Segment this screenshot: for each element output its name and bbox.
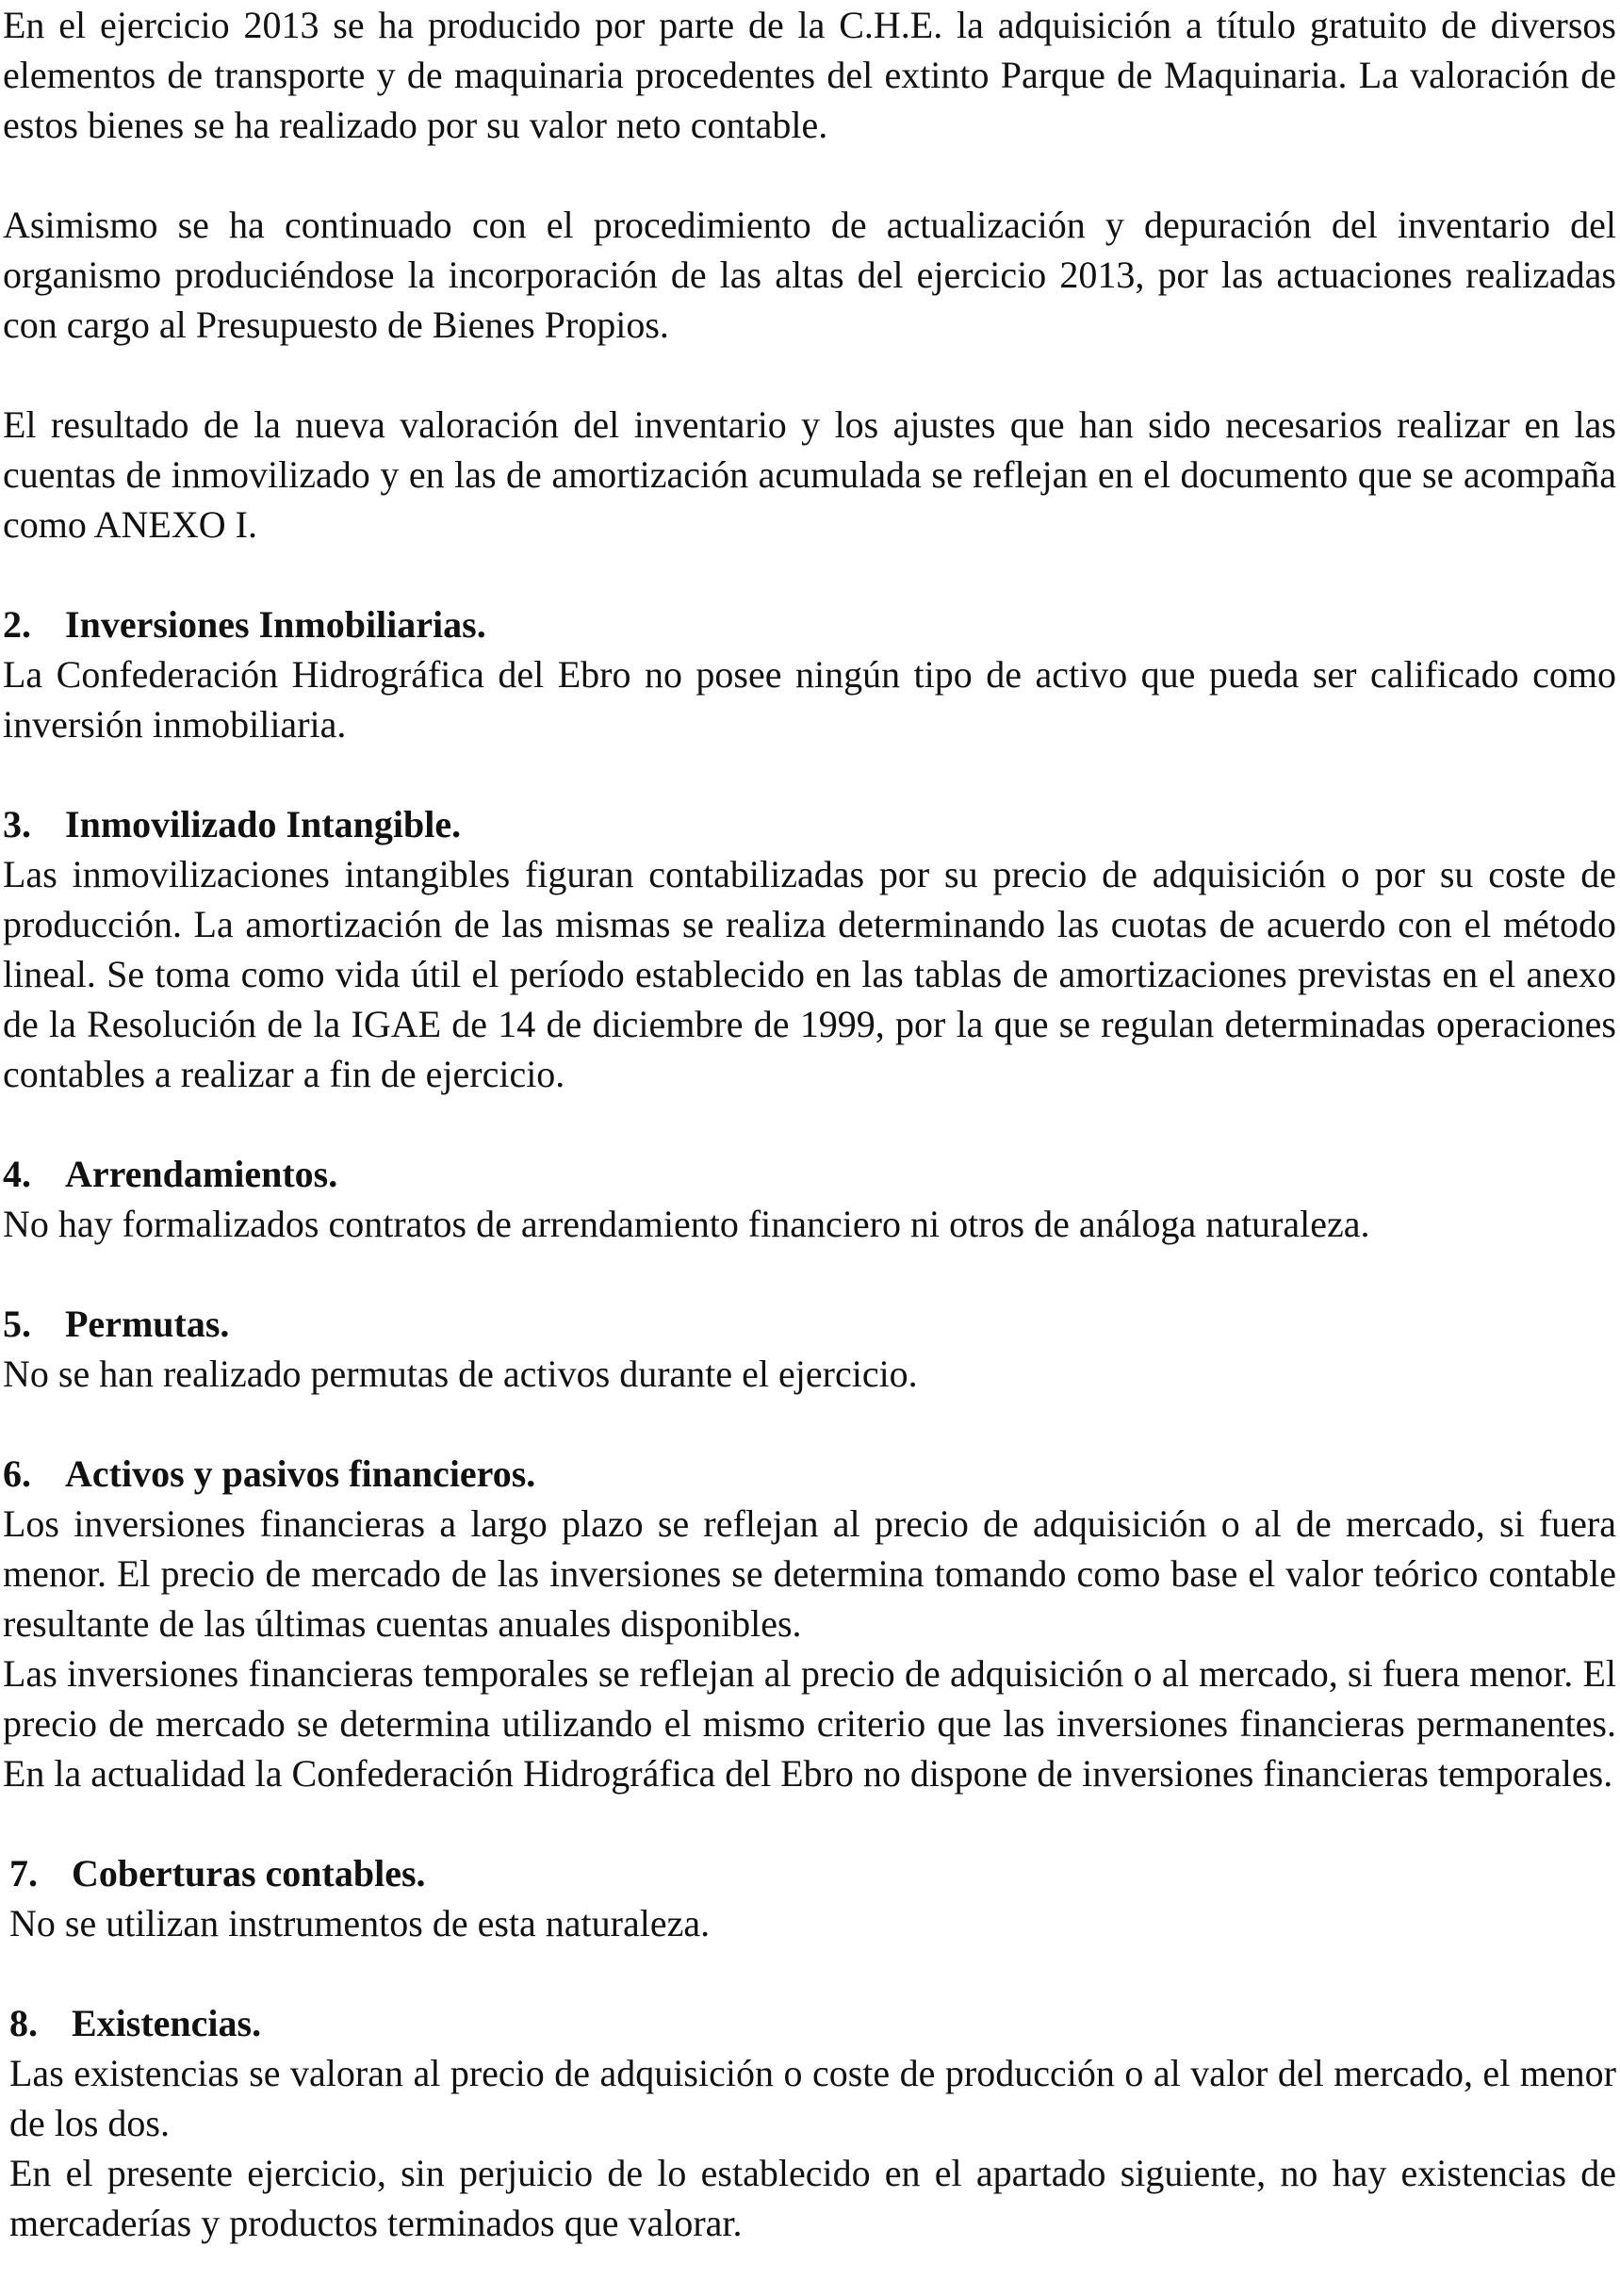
section-title: Activos y pasivos financieros. xyxy=(65,1452,536,1495)
spacer xyxy=(3,1099,1616,1149)
section-existencias xyxy=(3,1998,1616,2248)
section-heading xyxy=(3,1149,1616,1199)
section-number: 6. xyxy=(3,1452,31,1495)
spacer xyxy=(3,1798,1616,1848)
section-title: Arrendamientos. xyxy=(65,1153,338,1195)
section-paragraph: Las inversiones financieras temporales se reflejan al precio de adquisición o al mercado, si fuera menor. El precio de mercado se determina utilizando el mismo criterio que las inversiones financieras permanentes. En la actualidad la Confederación Hidrográfica del Ebro no dispone de inversiones financieras temporales. xyxy=(3,1652,1616,1795)
section-number: 3. xyxy=(3,803,31,845)
spacer xyxy=(3,549,1616,599)
section-paragraph: No se utilizan instrumentos de esta naturaleza. xyxy=(9,1902,711,1944)
spacer xyxy=(3,1399,1616,1449)
intro-paragraph-2: Asimismo se ha continuado con el procedimiento de actualización y depuración del inventario del organismo produciéndose la incorporación de las altas del ejercicio 2013, por las actuaciones realizadas con cargo al Presupuesto de Bienes Propios. xyxy=(3,204,1616,346)
section-number: 5. xyxy=(3,1303,31,1345)
section-paragraph: No hay formalizados contratos de arrendamiento financiero ni otros de análoga naturaleza. xyxy=(3,1203,1370,1245)
section-number: 7. xyxy=(9,1852,38,1894)
section-activos-pasivos-financieros xyxy=(3,1449,1616,1798)
spacer xyxy=(3,150,1616,200)
section-inversiones-inmobiliarias xyxy=(3,599,1616,749)
spacer xyxy=(3,1249,1616,1299)
section-paragraph: La Confederación Hidrográfica del Ebro no posee ningún tipo de activo que pueda ser calificado como inversión inmobiliaria. xyxy=(3,653,1616,746)
section-paragraph: Las inmovilizaciones intangibles figuran contabilizadas por su precio de adquisición o por su coste de producción. La amortización de las mismas se realiza determinando las cuotas de acuerdo con el método lineal. Se toma como vida útil el período establecido en las tablas de amortizaciones previstas en el anexo de la Resolución de la IGAE de 14 de diciembre de 1999, por la que se regulan determinadas operaciones contables a realizar a fin de ejercicio. xyxy=(3,853,1616,1095)
section-inmovilizado-intangible xyxy=(3,799,1616,1099)
section-paragraph: En el presente ejercicio, sin perjuicio de lo establecido en el apartado siguiente, no hay existencias de mercaderías y productos terminados que valorar. xyxy=(9,2152,1616,2244)
document-page xyxy=(3,0,1616,2248)
section-heading xyxy=(9,1848,1616,1898)
intro-paragraph-3: El resultado de la nueva valoración del inventario y los ajustes que han sido necesarios realizar en las cuentas de inmovilizado y en las de amortización acumulada se reflejan en el documento que se acompaña como ANEXO I. xyxy=(3,403,1616,546)
section-title: Permutas. xyxy=(65,1303,230,1345)
spacer xyxy=(3,1948,1616,1998)
intro-paragraph-1: En el ejercicio 2013 se ha producido por parte de la C.H.E. la adquisición a título gratuito de diversos elementos de transporte y de maquinaria procedentes del extinto Parque de Maquinaria. La valoración de estos bienes se ha realizado por su valor neto contable. xyxy=(3,4,1616,146)
section-number: 2. xyxy=(3,603,31,646)
section-paragraph: No se han realizado permutas de activos durante el ejercicio. xyxy=(3,1353,918,1395)
section-heading xyxy=(9,1998,1616,2048)
section-coberturas-contables xyxy=(3,1848,1616,1948)
section-paragraph: Los inversiones financieras a largo plazo se reflejan al precio de adquisición o al de mercado, si fuera menor. El precio de mercado de las inversiones se determina tomando como base el valor teórico contable resultante de las últimas cuentas anuales disponibles. xyxy=(3,1502,1616,1645)
section-arrendamientos xyxy=(3,1149,1616,1249)
section-title: Coberturas contables. xyxy=(72,1852,426,1894)
section-title: Inversiones Inmobiliarias. xyxy=(65,603,486,646)
spacer xyxy=(3,749,1616,799)
section-heading xyxy=(3,1449,1616,1499)
section-number: 8. xyxy=(9,2002,38,2044)
section-heading xyxy=(3,599,1616,649)
spacer xyxy=(3,350,1616,400)
section-paragraph: Las existencias se valoran al precio de adquisición o coste de producción o al valor del mercado, el menor de los dos. xyxy=(9,2052,1616,2144)
section-permutas xyxy=(3,1299,1616,1399)
section-title: Inmovilizado Intangible. xyxy=(65,803,462,845)
section-title: Existencias. xyxy=(72,2002,262,2044)
section-heading xyxy=(3,799,1616,849)
section-heading xyxy=(3,1299,1616,1349)
section-number: 4. xyxy=(3,1153,31,1195)
